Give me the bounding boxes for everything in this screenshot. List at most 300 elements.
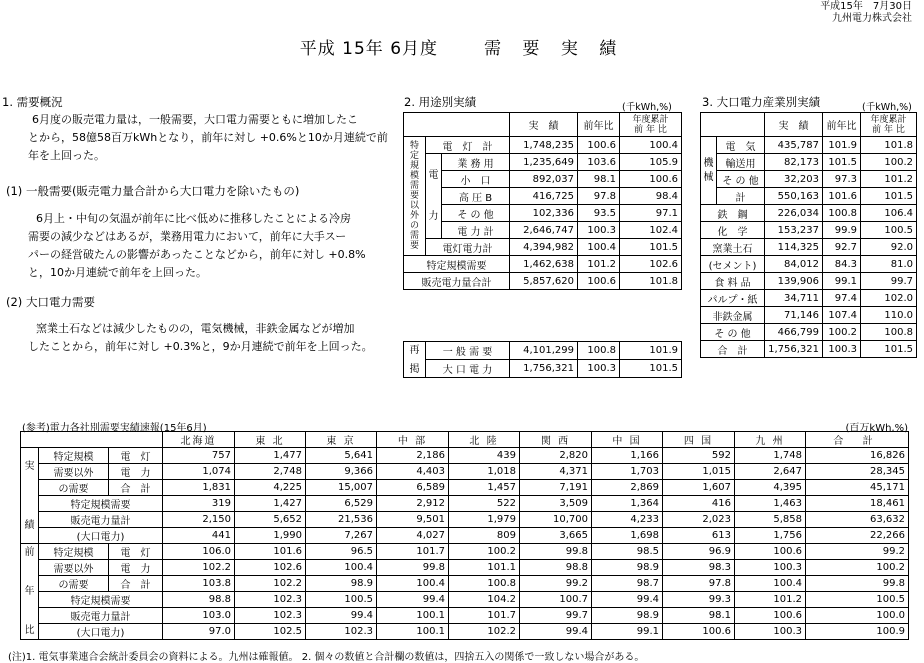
cell-value: 100.1 [377,608,449,624]
cell-actual: 435,787 [765,137,823,154]
cell-value: 1,463 [735,496,806,512]
general-demand-heading: (1) 一般需要(販売電力量合計から大口電力を除いたもの) [6,184,300,198]
cell-value: 100.5 [306,592,377,608]
cell-value: 2,647 [735,464,806,480]
cell-value: 63,632 [806,512,909,528]
cell-yoy: 103.6 [578,154,620,171]
cell-actual: 226,034 [765,205,823,222]
cell-actual: 1,748,235 [510,137,578,154]
cell-value: 441 [163,528,235,544]
usage-col-yoy: 前年比 [578,113,620,137]
usage-col-cum-a: 年度累計 [632,114,669,125]
company-header: 中 部 [377,432,449,448]
cell-value: 1,990 [235,528,306,544]
cell-value: 102.3 [235,592,306,608]
general-line: 6月上・中旬の気温が前年に比べ低めに推移したことによる冷房 [36,212,351,225]
row-label: 計 [717,188,765,205]
cell-value: 100.6 [735,544,806,560]
cell-value: 97.8 [663,576,735,592]
industry-col-cum-a: 年度累計 [870,114,907,125]
row-label: パルプ・紙 [701,290,765,307]
cell-actual: 71,146 [765,307,823,324]
side-char: 年 [24,586,35,597]
usage-table [403,112,682,290]
cell-value: 1,166 [592,448,663,464]
cell-yoy: 99.9 [823,222,861,239]
reference-header-row [21,432,909,448]
cell-value: 1,703 [592,464,663,480]
cell-value: 100.9 [806,624,909,640]
cell-actual: 4,101,299 [510,342,578,360]
table-row [701,307,917,324]
cell-value: 6,589 [377,480,449,496]
row-label: 輸送用 [717,154,765,171]
cell-value: 6,529 [306,496,377,512]
cell-value: 1,698 [592,528,663,544]
cell-value: 98.3 [663,560,735,576]
cell-value: 101.6 [235,544,306,560]
cell-yoy: 100.4 [578,239,620,256]
cell-yoy: 98.1 [578,171,620,188]
row-label: 特定規模需要 [39,496,163,512]
cell-cum: 106.4 [861,205,917,222]
cell-value: 7,267 [306,528,377,544]
cell-value: 757 [163,448,235,464]
row-label: 非鉄金属 [701,307,765,324]
table-row [701,290,917,307]
cell-cum: 100.6 [620,171,682,188]
cell-cum: 92.0 [861,239,917,256]
footnote: (注)1. 電気事業連合会統計委員会の資料による。九州は確報値。 2. 個々の数値と合計欄の数値は，四捨五入の関係で一致しない場合がある。 [8,652,645,663]
cell-value: 99.3 [663,592,735,608]
cell-yoy: 100.3 [823,341,861,358]
cell-value: 613 [663,528,735,544]
table-row [701,205,917,222]
cell-value: 1,477 [235,448,306,464]
cell-value: 16,826 [806,448,909,464]
cell-value: 45,171 [806,480,909,496]
cell-yoy: 93.5 [578,205,620,222]
cell-value: 99.4 [520,624,592,640]
table-row [21,512,909,528]
company-header: 東 京 [306,432,377,448]
cell-actual: 84,012 [765,256,823,273]
company-header: 合 計 [806,432,909,448]
cell-value: 5,641 [306,448,377,464]
page-title [0,34,924,59]
cell-value: 2,820 [520,448,592,464]
cell-value: 3,665 [520,528,592,544]
cell-yoy: 92.7 [823,239,861,256]
overview-heading: 1. 需要概況 [2,95,63,109]
table-row [701,324,917,341]
cell-value: 4,371 [520,464,592,480]
cell-cum: 102.0 [861,290,917,307]
cell-value: 98.9 [592,560,663,576]
table-row [21,464,909,480]
cell-cum: 101.9 [620,342,682,360]
row-label: そ の 他 [717,171,765,188]
cell-value: 1,831 [163,480,235,496]
repost-label [404,342,426,378]
company-header: 北海道 [163,432,235,448]
table-row [404,137,682,154]
row-label-type: 電 灯 [109,448,163,464]
table-row [701,273,917,290]
row-label: 食 料 品 [701,273,765,290]
cell-value: 1,979 [449,512,520,528]
company-header: 東 北 [235,432,306,448]
cell-value: 99.4 [306,608,377,624]
usage-col-cum [620,113,682,137]
industry-table [700,112,917,358]
usage-side-label: 特定規模需要以外の需要 [404,137,426,256]
row-label: 電灯電力計 [426,239,510,256]
cell-value: 99.8 [377,560,449,576]
row-label: 鉄 鋼 [701,205,765,222]
cell-cum: 102.4 [620,222,682,239]
cell-value: 15,007 [306,480,377,496]
cell-cum: 105.9 [620,154,682,171]
row-label: 小 口 [442,171,510,188]
cell-value: 5,652 [235,512,306,528]
cell-value: 99.4 [377,592,449,608]
row-label: 合 計 [701,341,765,358]
table-row [404,188,682,205]
large-line: 窯業土石などは減少したものの，電気機械，非鉄金属などが増加 [36,322,355,335]
cell-value: 100.2 [806,560,909,576]
overview-line: とから，58億58百万kWhとなり，前年に対し +0.6%と10か月連続で前 [28,131,388,144]
row-label: 電 灯 計 [426,137,510,154]
general-line: と，10か月連続で前年を上回った。 [28,266,207,279]
cell-value: 2,150 [163,512,235,528]
cell-value: 96.9 [663,544,735,560]
table-row [701,222,917,239]
table-row [404,360,682,378]
cell-value: 102.3 [306,624,377,640]
cell-value: 5,858 [735,512,806,528]
cell-value: 4,403 [377,464,449,480]
cell-cum: 100.8 [861,324,917,341]
cell-value: 439 [449,448,520,464]
usage-unit: (千kWh,%) [622,102,672,113]
cell-value: 592 [663,448,735,464]
table-row [701,239,917,256]
row-label-type: 合 計 [109,480,163,496]
cell-value: 98.7 [592,576,663,592]
title-subject: 需 要 実 績 [484,39,625,59]
table-row [21,560,909,576]
table-row [701,137,917,154]
cell-value: 98.5 [592,544,663,560]
usage-header-blank [404,113,510,137]
row-label: 窯業土石 [701,239,765,256]
row-label-group: 特定規模 [39,448,109,464]
table-row [404,154,682,171]
cell-cum: 100.4 [620,137,682,154]
table-row [701,256,917,273]
cell-value: 98.9 [306,576,377,592]
table-row [701,188,917,205]
cell-value: 101.7 [377,544,449,560]
table-row [701,171,917,188]
row-label: そ の 他 [701,324,765,341]
cell-value: 100.7 [520,592,592,608]
usage-col-cum-b: 前 年 比 [634,124,667,135]
cell-value: 100.2 [449,544,520,560]
cell-value: 102.2 [235,576,306,592]
cell-value: 102.3 [235,608,306,624]
table-row [404,171,682,188]
cell-actual: 466,799 [765,324,823,341]
row-label: そ の 他 [442,205,510,222]
den-label: 電 [428,170,439,181]
cell-value: 98.8 [163,592,235,608]
row-label: 販売電力量計 [39,608,163,624]
cell-value: 2,023 [663,512,735,528]
cell-value: 2,186 [377,448,449,464]
cell-yoy: 100.3 [578,360,620,378]
cell-value: 1,018 [449,464,520,480]
cell-value: 98.9 [592,608,663,624]
cell-value: 1,607 [663,480,735,496]
company-header: 関 西 [520,432,592,448]
cell-yoy: 97.8 [578,188,620,205]
cell-value: 99.2 [520,576,592,592]
cell-value: 1,748 [735,448,806,464]
report-date: 平成15年 7月30日 [820,1,912,12]
cell-cum: 101.5 [861,188,917,205]
cell-actual: 2,646,747 [510,222,578,239]
cell-cum: 101.5 [620,360,682,378]
cell-actual: 102,336 [510,205,578,222]
industry-heading: 3. 大口電力産業別実績 [702,95,821,109]
ryoku-label: 力 [428,211,439,222]
side-char: 績 [24,519,35,531]
table-row [404,222,682,239]
table-row [21,624,909,640]
cell-value: 2,912 [377,496,449,512]
cell-value: 1,074 [163,464,235,480]
cell-actual: 1,235,649 [510,154,578,171]
cell-value: 102.2 [163,560,235,576]
cell-value: 100.6 [735,608,806,624]
cell-value: 103.0 [163,608,235,624]
cell-yoy: 100.8 [823,205,861,222]
cell-value: 103.8 [163,576,235,592]
cell-yoy: 100.6 [578,273,620,290]
overview-line: 年を上回った。 [28,149,105,162]
side-char: 実 [24,460,35,472]
cell-cum: 101.8 [861,137,917,154]
company-name: 九州電力株式会社 [832,13,912,24]
table-row [21,448,909,464]
cell-value: 4,395 [735,480,806,496]
cell-actual: 892,037 [510,171,578,188]
reference-unit: (百万kWh,%) [845,423,908,434]
general-demand-paragraph [28,210,366,282]
reference-heading: (参考)電力各社別需要実績速報(15年6月) [22,423,207,434]
cell-value: 4,027 [377,528,449,544]
cell-value: 100.1 [377,624,449,640]
cell-yoy: 101.2 [578,256,620,273]
cell-yoy: 84.3 [823,256,861,273]
row-label: 大 口 電 力 [426,360,510,378]
industry-header-row [701,113,917,137]
side-char: 比 [24,625,35,636]
cell-value: 100.0 [806,608,909,624]
table-row [21,592,909,608]
cell-actual: 550,163 [765,188,823,205]
cell-yoy: 100.2 [823,324,861,341]
row-label-group: 需要以外 [39,464,109,480]
cell-value: 101.2 [735,592,806,608]
cell-value: 100.4 [377,576,449,592]
cell-actual: 153,237 [765,222,823,239]
table-row [21,608,909,624]
repost-table [403,341,682,378]
cell-yoy: 101.5 [823,154,861,171]
row-label-group: の需要 [39,576,109,592]
cell-actual: 1,756,321 [510,360,578,378]
cell-value: 100.3 [735,560,806,576]
cell-value: 1,756 [735,528,806,544]
cell-cum: 101.2 [861,171,917,188]
cell-value: 7,191 [520,480,592,496]
cell-yoy: 100.8 [578,342,620,360]
cell-value: 99.8 [520,544,592,560]
cell-value: 100.4 [306,560,377,576]
cell-value: 99.2 [806,544,909,560]
report-date-block [820,1,912,25]
usage-den-ryoku [426,154,442,239]
row-label: 販売電力量合計 [404,273,510,290]
cell-value: 809 [449,528,520,544]
table-row [21,496,909,512]
cell-value: 96.5 [306,544,377,560]
reference-header-blank [21,432,163,448]
row-label: 一 般 需 要 [426,342,510,360]
table-row [701,154,917,171]
cell-value: 101.1 [449,560,520,576]
cell-value: 102.2 [449,624,520,640]
cell-value: 22,266 [806,528,909,544]
cell-actual: 139,906 [765,273,823,290]
cell-yoy: 97.4 [823,290,861,307]
cell-cum: 101.5 [620,239,682,256]
cell-value: 2,748 [235,464,306,480]
cell-yoy: 100.6 [578,137,620,154]
cell-cum: 100.5 [861,222,917,239]
cell-value: 99.7 [520,608,592,624]
cell-cum: 102.6 [620,256,682,273]
cell-actual: 416,725 [510,188,578,205]
cell-value: 522 [449,496,520,512]
row-label-type: 電 力 [109,464,163,480]
row-label-type: 電 灯 [109,544,163,560]
row-label: (大口電力) [39,624,163,640]
table-row [404,239,682,256]
cell-value: 106.0 [163,544,235,560]
cell-cum: 101.8 [620,273,682,290]
cell-value: 416 [663,496,735,512]
row-label: 電 力 計 [442,222,510,239]
cell-value: 99.1 [592,624,663,640]
company-header: 北 陸 [449,432,520,448]
table-row [21,576,909,592]
reference-side-label [21,544,39,640]
table-row [404,342,682,360]
large-line: したことから，前年に対し +0.3%と，9か月連続で前年を上回った。 [28,340,373,353]
cell-value: 9,501 [377,512,449,528]
cell-actual: 1,756,321 [765,341,823,358]
cell-cum: 101.5 [861,341,917,358]
large-demand-heading: (2) 大口電力需要 [6,295,95,309]
repost-a: 再 [409,344,420,356]
cell-value: 100.3 [735,624,806,640]
reference-side-label [21,448,39,544]
company-header: 中 国 [592,432,663,448]
cell-yoy: 100.3 [578,222,620,239]
table-row [21,544,909,560]
cell-value: 3,509 [520,496,592,512]
cell-yoy: 99.1 [823,273,861,290]
usage-col-actual: 実 績 [510,113,578,137]
cell-value: 99.8 [806,576,909,592]
cell-yoy: 107.4 [823,307,861,324]
table-row [21,528,909,544]
row-label: 電 気 [717,137,765,154]
cell-yoy: 97.3 [823,171,861,188]
cell-value: 319 [163,496,235,512]
cell-actual: 34,711 [765,290,823,307]
overview-paragraph [30,111,388,165]
cell-yoy: 101.9 [823,137,861,154]
cell-value: 101.7 [449,608,520,624]
cell-value: 100.4 [735,576,806,592]
industry-header-blank [701,113,765,137]
general-line: パーの経営破たんの影響があったことなどから，前年に対し +0.8% [28,248,366,261]
cell-actual: 4,394,982 [510,239,578,256]
cell-value: 102.6 [235,560,306,576]
reference-table [20,431,909,640]
table-row [404,205,682,222]
company-header: 四 国 [663,432,735,448]
cell-actual: 82,173 [765,154,823,171]
industry-col-cum [861,113,917,137]
repost-b: 掲 [409,363,420,375]
cell-actual: 32,203 [765,171,823,188]
general-line: 需要の減少などはあるが，業務用電力において，前年に大手スー [28,230,347,243]
cell-value: 1,015 [663,464,735,480]
cell-value: 102.5 [235,624,306,640]
cell-value: 9,366 [306,464,377,480]
row-label-group: の需要 [39,480,109,496]
kikai-label: 機械 [701,137,717,205]
row-label: 販売電力量計 [39,512,163,528]
row-label: 化 学 [701,222,765,239]
cell-cum: 97.1 [620,205,682,222]
cell-value: 1,457 [449,480,520,496]
cell-cum: 98.4 [620,188,682,205]
industry-unit: (千kWh,%) [862,102,912,113]
cell-actual: 114,325 [765,239,823,256]
row-label: 特定規模需要 [404,256,510,273]
cell-value: 100.5 [806,592,909,608]
cell-value: 1,364 [592,496,663,512]
cell-value: 100.6 [663,624,735,640]
row-label: 高 圧 B [442,188,510,205]
